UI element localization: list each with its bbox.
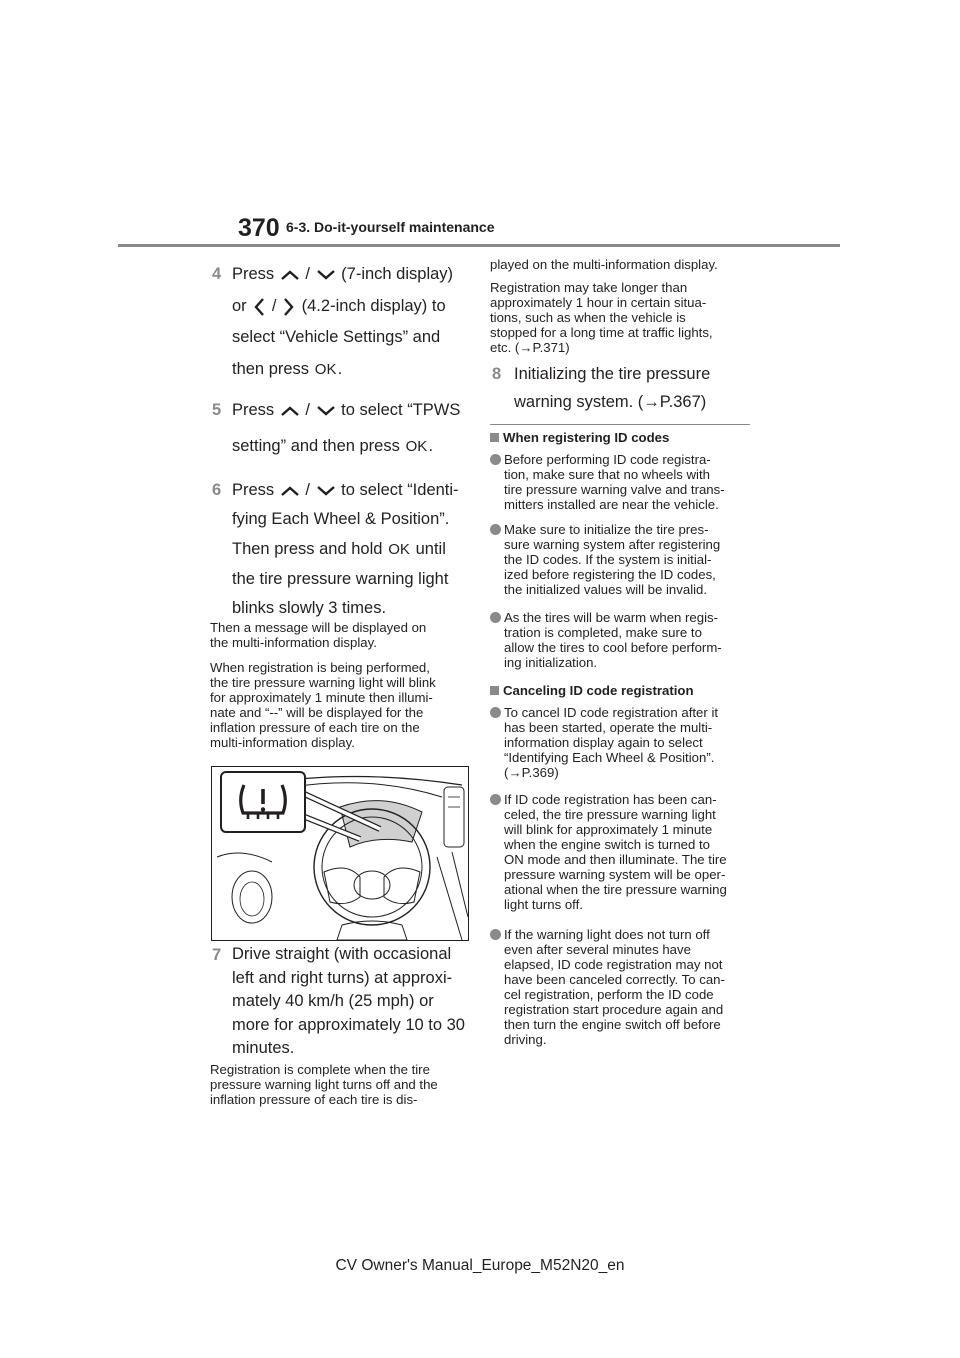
bullet-item: Before performing ID code registra- tion, make sure that no wheels with tire pressure warning valve and trans- mitters installed are near the vehicle.: [490, 452, 752, 512]
bullet-item: Make sure to initialize the tire pres- sure warning system after registering the ID codes. If the system is initial- ized before registering the ID codes, the initialized values will be invalid.: [490, 522, 752, 597]
chevron-down-icon: [315, 404, 337, 418]
step-5: 5 Press / to select “TPWS setting” and then press OK.: [212, 398, 482, 458]
paragraph: played on the multi-information display.: [490, 257, 718, 272]
dashboard-illustration: [211, 766, 469, 941]
bullet-dot-icon: [490, 524, 501, 535]
bullet-dot-icon: [490, 929, 501, 940]
header-rule: [118, 244, 840, 247]
step-6: 6 Press / to select “Identi- fying Each Wheel & Position”. Then press and hold OK until the tire pressure warning light blinks slowly 3 times.: [212, 478, 482, 618]
ok-button-icon: OK: [388, 541, 410, 558]
ok-button-icon: OK: [314, 361, 337, 378]
chevron-right-icon: [281, 296, 297, 318]
step-number: 6: [212, 481, 222, 499]
step-7: 7 Drive straight (with occasional left and right turns) at approxi- mately 40 km/h (25 mph) or more for approximately 10 to 30 minutes.: [212, 945, 465, 1057]
bullet-dot-icon: [490, 612, 501, 623]
chevron-up-icon: [279, 404, 301, 418]
bullet-dot-icon: [490, 707, 501, 718]
chevron-up-icon: [279, 484, 301, 498]
step-text: Press: [232, 265, 275, 283]
square-bullet-icon: [490, 433, 499, 442]
subheading: When registering ID codes: [490, 430, 669, 445]
tire-pressure-warning-icon: [222, 773, 304, 831]
bullet-item: If the warning light does not turn off even after several minutes have elapsed, ID code registration may not have been canceled correctly. To can- cel registration, perform the ID code registration start procedure again and then turn the engine switch off before driving.: [490, 927, 752, 1047]
page-number: 370: [238, 214, 280, 242]
divider: [490, 424, 750, 425]
tire-pressure-warning-callout: [220, 771, 306, 833]
paragraph: Then a message will be displayed on the multi-information display.: [210, 620, 427, 650]
chevron-down-icon: [315, 268, 337, 282]
step-number: 8: [492, 365, 502, 383]
step-4: 4 Press / (7-inch display) or / (4.2-inch display) to select “Vehicle Settings” and then press OK.: [212, 262, 482, 382]
bullet-item: To cancel ID code registration after it has been started, operate the multi- information display again to select “Identifying Each Wheel & Position”. (→P.369): [490, 705, 752, 780]
step-number: 7: [212, 946, 222, 964]
chevron-up-icon: [279, 268, 301, 282]
section-title: 6-3. Do-it-yourself maintenance: [286, 219, 495, 235]
square-bullet-icon: [490, 686, 499, 695]
chevron-left-icon: [251, 296, 267, 318]
paragraph: Registration is complete when the tire pressure warning light turns off and the inflation pressure of each tire is dis-: [210, 1062, 438, 1107]
bullet-dot-icon: [490, 454, 501, 465]
ok-button-icon: OK: [405, 438, 428, 455]
bullet-item: As the tires will be warm when regis- tration is completed, make sure to allow the tires to cool before perform- ing initialization.: [490, 610, 752, 670]
bullet-item: If ID code registration has been can- celed, the tire pressure warning light will blink for approximately 1 minute when the engine switch is turned to ON mode and then illuminate. The tire pressure warning system will be oper- ational when the tire pressure warning light turns off.: [490, 792, 752, 912]
step-8: 8 Initializing the tire pressure warning system. (→P.367): [492, 362, 754, 418]
step-number: 5: [212, 401, 222, 419]
bullet-dot-icon: [490, 794, 501, 805]
footer: CV Owner's Manual_Europe_M52N20_en: [335, 1257, 625, 1274]
paragraph: When registration is being performed, the tire pressure warning light will blink for approximately 1 minute then illumi- nate and “--” will be displayed for the inflation pressure of each tire on the multi-information display.: [210, 660, 436, 750]
subheading: Canceling ID code registration: [490, 683, 694, 698]
paragraph: Registration may take longer than approximately 1 hour in certain situa- tions, such as when the vehicle is stopped for a long time at traffic lights, etc. (→P.371): [490, 280, 713, 355]
step-number: 4: [212, 265, 222, 283]
chevron-down-icon: [315, 484, 337, 498]
